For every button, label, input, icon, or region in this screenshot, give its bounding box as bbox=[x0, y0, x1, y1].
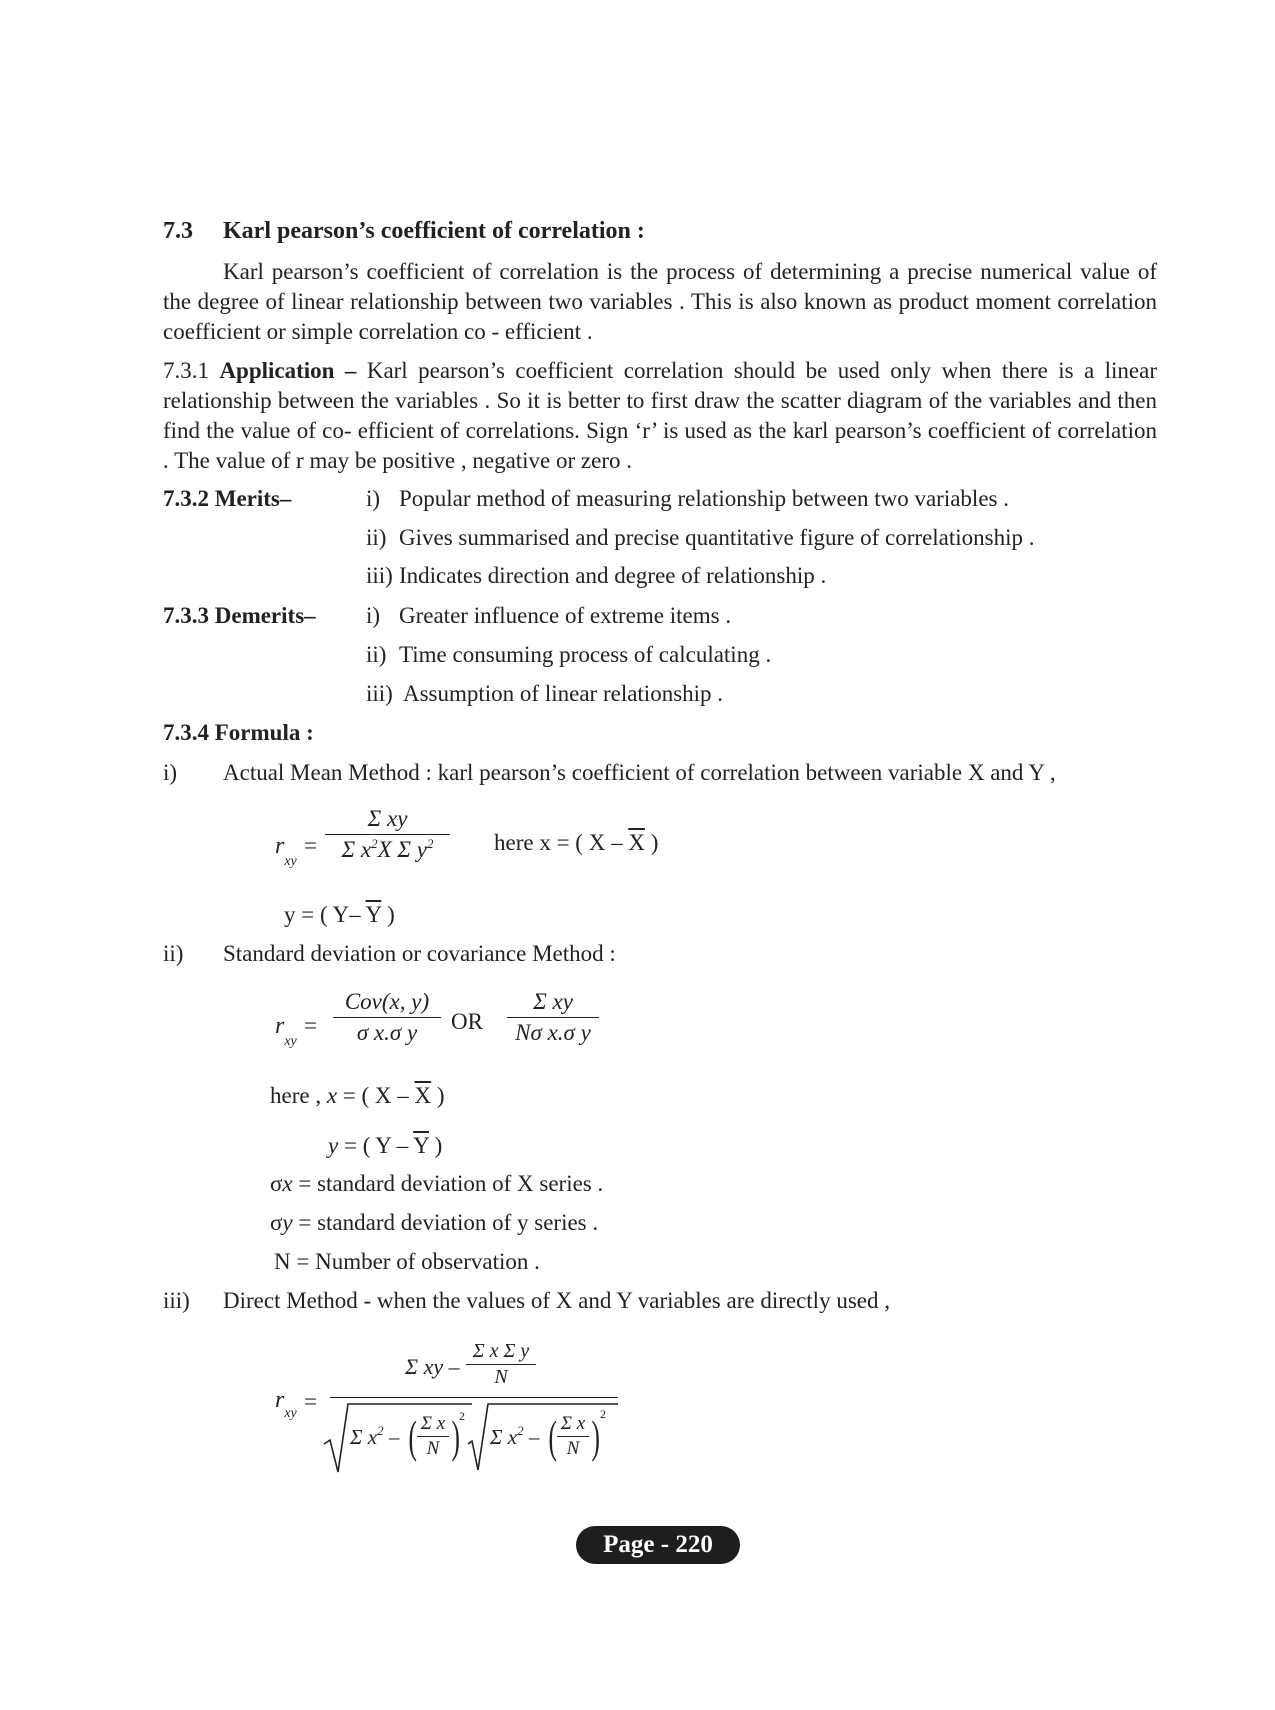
method2-sy-var: y bbox=[282, 1210, 293, 1235]
demerit-text-2: Time consuming process of calculating . bbox=[399, 642, 772, 667]
method1-lhs-sub: xy bbox=[284, 854, 297, 869]
method1-num: i) bbox=[163, 760, 178, 785]
method3-top-a: Σ xy – bbox=[405, 1354, 460, 1379]
method3-num: iii) bbox=[163, 1288, 190, 1313]
method3-rad2-paren-close: ) bbox=[591, 1411, 600, 1462]
method3-rad1-a: Σ x bbox=[350, 1425, 378, 1449]
section-number: 7.3 bbox=[163, 218, 193, 244]
method3-top-den: N bbox=[494, 1366, 508, 1388]
method3-rad2-b: – bbox=[523, 1425, 540, 1449]
method3-rad1-lead bbox=[350, 1425, 399, 1450]
method2-sx-text: = standard deviation of X series . bbox=[292, 1171, 604, 1196]
application-paragraph bbox=[163, 356, 1157, 476]
method1-den-d: 2 bbox=[427, 836, 434, 851]
method2-here-b: = ( X – bbox=[337, 1083, 409, 1108]
method2-equals: = bbox=[304, 1013, 317, 1038]
method2-y-b: = ( Y – bbox=[338, 1133, 414, 1158]
method2-text: Standard deviation or covariance Method : bbox=[223, 941, 616, 966]
method2-fraction-1 bbox=[333, 989, 441, 1046]
method1-lhs-r: r bbox=[275, 833, 285, 859]
formula-label: 7.3.4 Formula : bbox=[163, 720, 314, 745]
method1-y-def bbox=[284, 902, 395, 928]
method2-y-bar: $\overline{Y}$ bbox=[413, 1133, 429, 1158]
method2-here-a: here , bbox=[270, 1083, 327, 1108]
method2-sigma-y-def bbox=[270, 1210, 598, 1236]
method3-rad2-sup: 2 bbox=[517, 1423, 524, 1438]
method1-here-x bbox=[494, 830, 658, 856]
method2-fraction-2 bbox=[507, 989, 599, 1046]
application-number: 7.3.1 bbox=[163, 358, 209, 383]
method1-denominator bbox=[325, 837, 450, 863]
method3-rad2-lead bbox=[490, 1425, 539, 1450]
method3-top-fraction bbox=[466, 1340, 536, 1389]
method1-lhs bbox=[275, 833, 297, 869]
method3-rad2-bar bbox=[557, 1436, 589, 1437]
method3-rad1-fraction bbox=[417, 1413, 449, 1460]
method3-text: Direct Method - when the values of X and Y variables are directly used , bbox=[223, 1288, 890, 1313]
method2-here-x bbox=[270, 1083, 445, 1109]
method1-numerator: Σ xy bbox=[367, 806, 408, 831]
demerits-label: 7.3.3 Demerits– bbox=[163, 603, 316, 628]
method3-lhs bbox=[275, 1387, 297, 1421]
page-number-badge: Page - 220 bbox=[576, 1526, 740, 1564]
method1-here-x-a: here x = ( X – bbox=[494, 830, 623, 855]
method2-num: ii) bbox=[163, 941, 184, 966]
method1-den-b: 2 bbox=[371, 836, 378, 851]
method1-y-bar: $\overline{Y}$ bbox=[365, 902, 382, 927]
method2-denominator-1: σ x.σ y bbox=[356, 1020, 418, 1045]
method2-here-bar: $\overline{X}$ bbox=[414, 1083, 432, 1108]
application-label: Application – bbox=[219, 358, 357, 383]
method3-rad1-paren-open: ( bbox=[408, 1411, 417, 1462]
method3-rad2-den: N bbox=[566, 1438, 580, 1459]
method2-fraction-bar-2 bbox=[507, 1017, 599, 1018]
method2-n-def: N = Number of observation . bbox=[274, 1249, 540, 1274]
method2-y-def bbox=[328, 1133, 442, 1159]
method3-equals: = bbox=[304, 1389, 317, 1414]
method1-here-x-bar: $\overline{X}$ bbox=[628, 830, 645, 855]
method2-lhs-r: r bbox=[275, 1013, 285, 1039]
method3-rad2-pow: 2 bbox=[600, 1407, 606, 1421]
method2-numerator-1: Cov(x, y) bbox=[344, 989, 430, 1014]
method1-den-c: X Σ y bbox=[377, 837, 428, 862]
method2-sx-var: x bbox=[282, 1171, 293, 1196]
merit-num-2: ii) bbox=[366, 525, 387, 550]
method3-rad1-sup: 2 bbox=[377, 1423, 384, 1438]
merit-text-1: Popular method of measuring relationship between two variables . bbox=[399, 486, 1009, 511]
intro-paragraph: Karl pearson’s coefficient of correlation is the process of determining a precise numerical value of the degree of linear relationship between two variables . This is also known as product moment correlation coefficient or simple correlation co - efficient . bbox=[163, 259, 1157, 344]
merit-num-3: iii) bbox=[366, 563, 393, 588]
demerit-num-1: i) bbox=[366, 603, 381, 628]
method2-y-var: y bbox=[328, 1133, 339, 1158]
merit-text-2: Gives summarised and precise quantitative figure of correlationship . bbox=[399, 525, 1035, 550]
demerit-text-1: Greater influence of extreme items . bbox=[399, 603, 732, 628]
merit-num-1: i) bbox=[366, 486, 381, 511]
method3-rad1-num: Σ x bbox=[420, 1413, 446, 1434]
method3-top-num: Σ x Σ y bbox=[472, 1340, 530, 1362]
method2-sy-text: = standard deviation of y series . bbox=[292, 1210, 599, 1235]
method1-here-x-b: ) bbox=[650, 830, 659, 855]
method3-rad1-b: – bbox=[383, 1425, 400, 1449]
method3-top-bar bbox=[466, 1364, 536, 1365]
method3-rad1-den: N bbox=[426, 1438, 440, 1459]
method2-lhs-sub: xy bbox=[284, 1034, 297, 1049]
method1-text: Actual Mean Method : karl pearson’s coefficient of correlation between variable X and Y , bbox=[223, 760, 1056, 785]
merits-label: 7.3.2 Merits– bbox=[163, 486, 292, 511]
section-title: Karl pearson’s coefficient of correlation : bbox=[223, 218, 645, 244]
method3-rad2-num: Σ x bbox=[560, 1413, 586, 1434]
method3-lhs-r: r bbox=[275, 1387, 285, 1413]
method2-here-x-var: x bbox=[326, 1083, 338, 1108]
method2-y-c: ) bbox=[428, 1133, 443, 1158]
method3-lhs-sub: xy bbox=[284, 1406, 297, 1421]
demerit-text-3: Assumption of linear relationship . bbox=[403, 681, 724, 706]
method2-here-c: ) bbox=[431, 1083, 445, 1108]
method3-rad2-fraction bbox=[557, 1413, 589, 1460]
method2-fraction-bar-1 bbox=[333, 1017, 441, 1018]
method2-sy-sigma: σ bbox=[270, 1210, 283, 1235]
method1-y-a: y = ( Y– bbox=[284, 902, 361, 927]
method2-sigma-x-def bbox=[270, 1171, 603, 1197]
method2-sx-sigma: σ bbox=[270, 1171, 283, 1196]
method3-rad1-paren-close: ) bbox=[451, 1411, 460, 1462]
method3-rad2-paren-open: ( bbox=[548, 1411, 557, 1462]
method1-y-b: ) bbox=[387, 902, 395, 927]
method3-rad1-bar bbox=[417, 1436, 449, 1437]
application-text: Karl pearson’s coefficient correlation should be used only when there is a linear relationship between the variables . So it is better to first draw the scatter diagram of the variables and then find the value of co- efficient of correlations. Sign ‘r’ is used as the karl pearson’s coefficient of correlation . The value of r may be positive , negative or zero . bbox=[163, 358, 1158, 473]
method1-fraction bbox=[325, 806, 450, 863]
method3-rad2-a: Σ x bbox=[490, 1425, 518, 1449]
method1-den-a: Σ x bbox=[341, 837, 372, 862]
demerit-num-2: ii) bbox=[366, 642, 387, 667]
method1-equals: = bbox=[304, 833, 317, 858]
merit-text-3: Indicates direction and degree of relationship . bbox=[399, 563, 827, 588]
method1-fraction-bar bbox=[325, 834, 450, 835]
method2-lhs bbox=[275, 1013, 297, 1049]
method2-numerator-2: Σ xy bbox=[533, 989, 573, 1014]
demerit-num-3: iii) bbox=[366, 681, 393, 706]
method2-denominator-2: Nσ x.σ y bbox=[515, 1020, 591, 1045]
method3-rad1-pow: 2 bbox=[459, 1409, 465, 1423]
method2-or: OR bbox=[451, 1009, 483, 1034]
